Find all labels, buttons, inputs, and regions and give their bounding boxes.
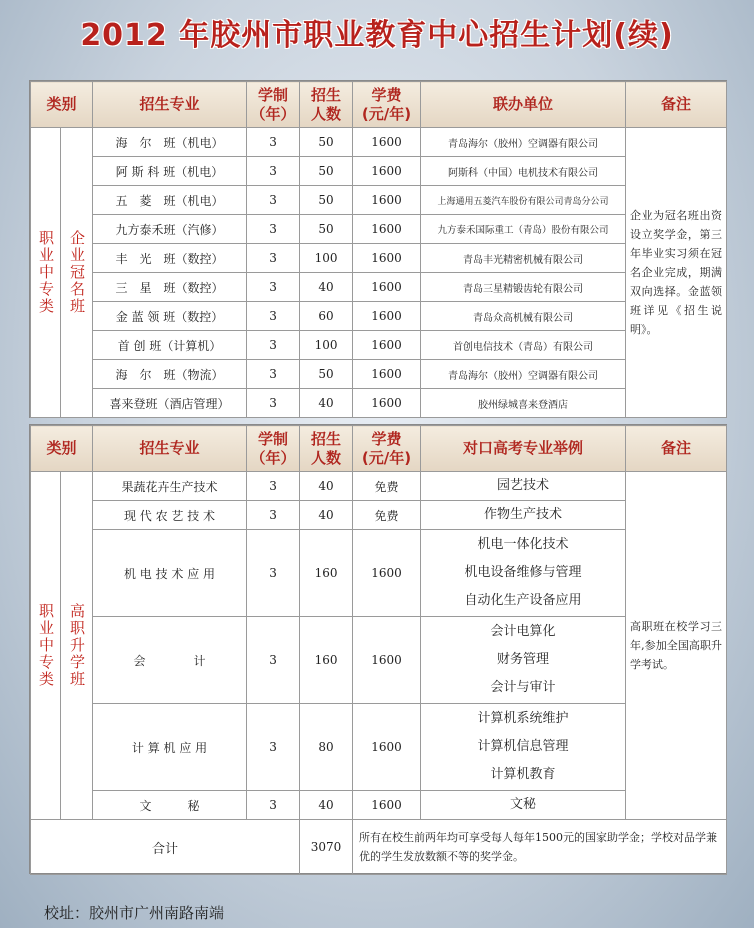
header-count: 招生 人数	[300, 82, 353, 128]
row-count: 40	[300, 389, 353, 418]
row-fee: 1600	[353, 128, 421, 157]
total-note: 所有在校生前两年均可享受每人每年1500元的国家助学金；学校对品学兼优的学生发放数额不等的奖学金。	[353, 820, 727, 875]
row-fee: 1600	[353, 157, 421, 186]
row-partner: 胶州绿城喜来登酒店	[421, 389, 626, 418]
row-years: 3	[247, 530, 300, 617]
remark-text: 高职班在校学习三年,参加全国高职升学考试。	[626, 472, 727, 820]
row-fee: 1600	[353, 244, 421, 273]
category-main: 职业中专类	[31, 472, 61, 820]
row-major: 文 秘	[93, 791, 247, 820]
row-exam	[421, 791, 626, 820]
row-major: 机 电 技 术 应 用	[93, 530, 247, 617]
row-major: 金 蓝 领 班（数控）	[93, 302, 247, 331]
row-years: 3	[247, 244, 300, 273]
total-value: 3070	[300, 820, 353, 875]
category-main: 职业中专类	[31, 128, 61, 418]
header-years: 学制 （年）	[247, 82, 300, 128]
row-major: 会 计	[93, 617, 247, 704]
row-major: 海 尔 班（机电）	[93, 128, 247, 157]
exam-item: 机电一体化技术	[477, 537, 569, 552]
header-years: 学制 （年）	[247, 426, 300, 472]
row-count: 100	[300, 331, 353, 360]
row-years: 3	[247, 331, 300, 360]
total-label: 合计	[31, 820, 300, 875]
exam-item: 机电设备维修与管理	[464, 565, 582, 580]
header-partner: 联办单位	[421, 82, 626, 128]
row-fee: 1600	[353, 530, 421, 617]
header-category: 类别	[31, 426, 93, 472]
exam-item: 会计与审计	[490, 680, 556, 695]
row-fee: 免费	[353, 501, 421, 530]
row-major: 丰 光 班（数控）	[93, 244, 247, 273]
row-partner: 青岛海尔（胶州）空调器有限公司	[421, 128, 626, 157]
row-years: 3	[247, 186, 300, 215]
header-fee: 学费 (元/年)	[353, 82, 421, 128]
row-count: 80	[300, 704, 353, 791]
row-partner: 青岛三星精锻齿轮有限公司	[421, 273, 626, 302]
header-major: 招生专业	[93, 426, 247, 472]
row-major: 三 星 班（数控）	[93, 273, 247, 302]
row-count: 40	[300, 472, 353, 501]
school-address: 校址：胶州市广州南路南端	[44, 904, 225, 922]
row-fee: 1600	[353, 791, 421, 820]
row-years: 3	[247, 157, 300, 186]
header-remark: 备注	[626, 426, 727, 472]
row-partner: 上海通用五菱汽车股份有限公司青岛分公司	[421, 186, 626, 215]
row-partner: 九方泰禾国际重工（青岛）股份有限公司	[421, 215, 626, 244]
header-category: 类别	[31, 82, 93, 128]
row-count: 60	[300, 302, 353, 331]
row-major: 果蔬花卉生产技术	[93, 472, 247, 501]
higher-vocational-table	[29, 424, 727, 874]
row-count: 160	[300, 617, 353, 704]
row-major: 计 算 机 应 用	[93, 704, 247, 791]
row-count: 50	[300, 215, 353, 244]
row-years: 3	[247, 791, 300, 820]
header-count: 招生 人数	[300, 426, 353, 472]
exam-item: 园艺技术	[497, 478, 550, 493]
row-fee: 1600	[353, 302, 421, 331]
row-years: 3	[247, 302, 300, 331]
row-major: 阿 斯 科 班（机电）	[93, 157, 247, 186]
row-fee: 1600	[353, 704, 421, 791]
row-count: 50	[300, 128, 353, 157]
row-partner: 首创电信技术（青岛）有限公司	[421, 331, 626, 360]
row-count: 50	[300, 186, 353, 215]
row-partner: 青岛海尔（胶州）空调器有限公司	[421, 360, 626, 389]
row-major: 海 尔 班（物流）	[93, 360, 247, 389]
row-fee: 1600	[353, 186, 421, 215]
row-exam	[421, 530, 626, 617]
row-count: 40	[300, 791, 353, 820]
exam-item: 文秘	[510, 797, 537, 812]
row-partner: 青岛丰光精密机械有限公司	[421, 244, 626, 273]
row-major: 喜来登班（酒店管理）	[93, 389, 247, 418]
row-count: 40	[300, 501, 353, 530]
row-count: 100	[300, 244, 353, 273]
page-title: 2012 年胶州市职业教育中心招生计划(续)	[80, 18, 674, 53]
row-major: 九方泰禾班（汽修）	[93, 215, 247, 244]
category-sub: 企业冠名班	[61, 128, 93, 418]
row-count: 50	[300, 157, 353, 186]
exam-item: 计算机教育	[490, 767, 556, 782]
row-years: 3	[247, 128, 300, 157]
row-fee: 1600	[353, 215, 421, 244]
row-years: 3	[247, 617, 300, 704]
row-major: 现 代 农 艺 技 术	[93, 501, 247, 530]
row-major: 首 创 班（计算机）	[93, 331, 247, 360]
row-years: 3	[247, 215, 300, 244]
row-major: 五 菱 班（机电）	[93, 186, 247, 215]
exam-item: 自动化生产设备应用	[464, 593, 582, 608]
exam-item: 计算机系统维护	[477, 711, 569, 726]
row-count: 50	[300, 360, 353, 389]
row-years: 3	[247, 360, 300, 389]
row-fee: 1600	[353, 273, 421, 302]
row-partner: 阿斯科（中国）电机技术有限公司	[421, 157, 626, 186]
exam-item: 会计电算化	[490, 624, 556, 639]
row-years: 3	[247, 389, 300, 418]
row-years: 3	[247, 704, 300, 791]
row-fee: 1600	[353, 360, 421, 389]
row-exam	[421, 501, 626, 530]
row-exam	[421, 617, 626, 704]
row-fee: 免费	[353, 472, 421, 501]
row-count: 160	[300, 530, 353, 617]
row-years: 3	[247, 273, 300, 302]
exam-item: 作物生产技术	[484, 507, 563, 522]
row-fee: 1600	[353, 617, 421, 704]
header-fee: 学费 (元/年)	[353, 426, 421, 472]
header-exam: 对口高考专业举例	[421, 426, 626, 472]
exam-item: 计算机信息管理	[477, 739, 569, 754]
row-fee: 1600	[353, 389, 421, 418]
row-fee: 1600	[353, 331, 421, 360]
remark-text: 企业为冠名班出资设立奖学金，第三年毕业实习须在冠名企业完成，期满双向选择。金蓝领班详见《招生说明》。	[626, 128, 727, 418]
row-exam	[421, 472, 626, 501]
row-partner: 青岛众高机械有限公司	[421, 302, 626, 331]
row-years: 3	[247, 472, 300, 501]
enterprise-class-table	[29, 80, 727, 418]
row-exam	[421, 704, 626, 791]
row-count: 40	[300, 273, 353, 302]
row-years: 3	[247, 501, 300, 530]
header-major: 招生专业	[93, 82, 247, 128]
exam-item: 财务管理	[497, 652, 550, 667]
category-sub: 高职升学班	[61, 472, 93, 820]
header-remark: 备注	[626, 82, 727, 128]
